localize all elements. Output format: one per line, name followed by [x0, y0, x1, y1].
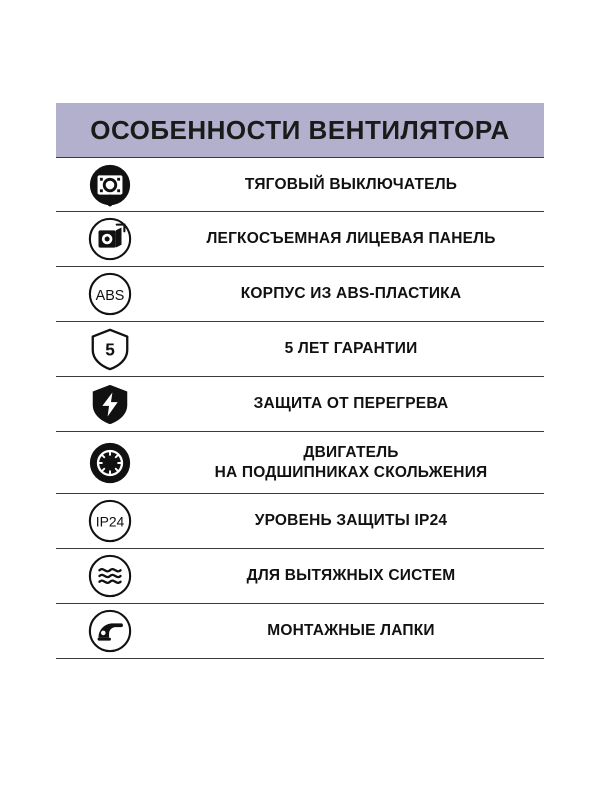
list-item: [56, 494, 544, 549]
icon-cell: [56, 432, 164, 493]
label-cell: [164, 212, 544, 266]
icon-cell: [56, 158, 164, 211]
feature-label: ТЯГОВЫЙ ВЫКЛЮЧАТЕЛЬ: [244, 175, 458, 193]
features-panel: [56, 103, 544, 659]
label-cell: [164, 604, 544, 658]
label-cell: [164, 432, 544, 493]
list-item: [56, 432, 544, 494]
label-cell: [164, 549, 544, 603]
exhaust-airflow-icon: [87, 553, 133, 599]
sleeve-bearing-motor-icon: [87, 440, 133, 486]
label-cell: [164, 267, 544, 321]
list-item: [56, 157, 544, 212]
ip24-protection-icon: [87, 498, 133, 544]
label-cell: [164, 494, 544, 548]
list-item: [56, 377, 544, 432]
icon-cell: [56, 322, 164, 376]
label-cell: [164, 377, 544, 431]
feature-label: УРОВЕНЬ ЗАЩИТЫ IP24: [254, 512, 448, 530]
icon-cell: [56, 212, 164, 266]
icon-cell: [56, 267, 164, 321]
list-item: [56, 212, 544, 267]
label-cell: [164, 322, 544, 376]
icon-cell: [56, 494, 164, 548]
warranty-shield-icon: [87, 326, 133, 372]
feature-label: МОНТАЖНЫЕ ЛАПКИ: [267, 622, 435, 640]
features-list: [56, 157, 544, 659]
label-cell: [164, 158, 544, 211]
svg-text:IP24: IP24: [95, 513, 125, 530]
pull-switch-icon: [87, 162, 133, 208]
icon-cell: [56, 549, 164, 603]
svg-text:ABS: ABS: [95, 287, 125, 304]
overheat-protection-icon: [87, 381, 133, 427]
icon-cell: [56, 377, 164, 431]
page-title: ОСОБЕННОСТИ ВЕНТИЛЯТОРА: [90, 115, 510, 145]
icon-cell: [56, 604, 164, 658]
feature-label: ЛЕГКОСЪЕМНАЯ ЛИЦЕВАЯ ПАНЕЛЬ: [206, 230, 496, 248]
feature-label: ДЛЯ ВЫТЯЖНЫХ СИСТЕМ: [246, 567, 456, 585]
abs-plastic-icon: [87, 271, 133, 317]
feature-label-line2: НА ПОДШИПНИКАХ СКОЛЬЖЕНИЯ: [214, 463, 488, 481]
removable-front-panel-icon: [87, 216, 133, 262]
feature-label-group: [215, 443, 488, 482]
list-item: [56, 322, 544, 377]
mounting-brackets-icon: [87, 608, 133, 654]
list-item: [56, 604, 544, 659]
feature-label: 5 ЛЕТ ГАРАНТИИ: [284, 340, 418, 358]
list-item: [56, 549, 544, 604]
svg-text:5: 5: [105, 339, 115, 360]
panel-title-bar: [56, 103, 544, 157]
list-item: [56, 267, 544, 322]
feature-label: КОРПУС ИЗ ABS-ПЛАСТИКА: [240, 285, 462, 303]
feature-label: ЗАЩИТА ОТ ПЕРЕГРЕВА: [253, 395, 449, 413]
feature-label: ДВИГАТЕЛЬ: [303, 444, 399, 462]
